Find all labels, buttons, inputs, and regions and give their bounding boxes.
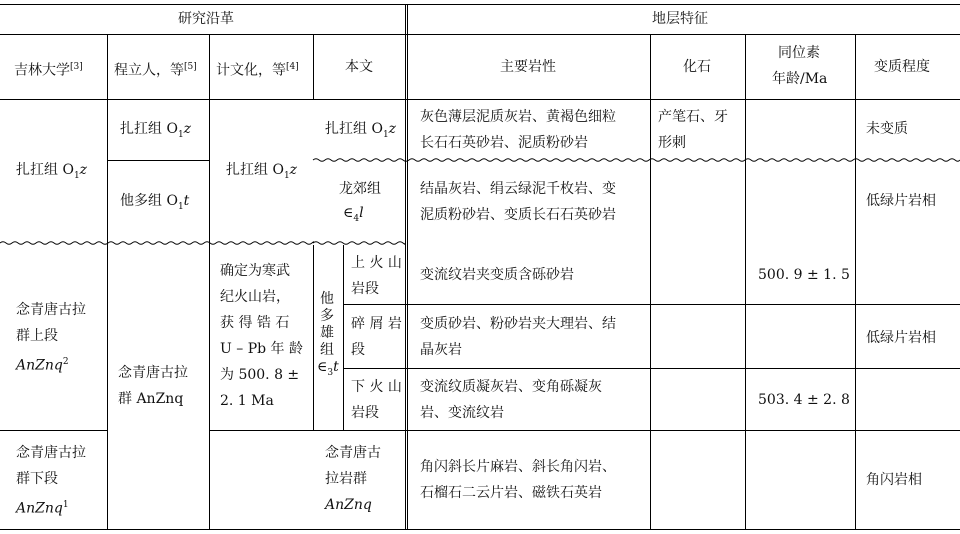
col-header-age-2: 年龄/Ma xyxy=(772,71,828,87)
taduoxiong-code: $\in_3t$ xyxy=(317,359,339,378)
taduoxiong-char: 组 xyxy=(320,342,334,358)
ji-note-6: 2. 1 Ma xyxy=(220,393,274,409)
col-header-meta: 变质程度 xyxy=(874,59,930,75)
meta-nianqing-lower: 角闪岩相 xyxy=(866,472,922,488)
lith-clastic-2: 晶灰岩 xyxy=(420,342,462,358)
jilin-zhahong: 扎扛组 $O_1z$ xyxy=(16,162,88,181)
jilin-nianqing-lower-2: 群下段 xyxy=(16,471,58,487)
jilin-nianqing-upper-2: 群上段 xyxy=(16,328,58,344)
lith-nianqing-lower-2: 石榴石二云片岩、磁铁石英岩 xyxy=(420,485,602,501)
taduoxiong-char: 他 xyxy=(320,291,334,307)
header-research-history: 研究沿革 xyxy=(178,11,234,27)
this-longjiao-2: $\in_4l$ xyxy=(343,205,364,224)
upper-volcanic-name-1: 上 火 山 xyxy=(351,255,402,271)
col-header-ji: 计文化，等[4] xyxy=(216,62,299,79)
cheng-zhahong: 扎扛组 $O_1z$ xyxy=(120,121,192,140)
lith-zhahong-2: 长石石英砂岩、泥质粉砂岩 xyxy=(420,135,588,151)
ji-zhahong: 扎扛组 $O_1z$ xyxy=(226,162,298,181)
jilin-nianqing-lower-1: 念青唐古拉 xyxy=(16,445,86,461)
lower-volcanic-name-2: 岩段 xyxy=(351,405,379,421)
cheng-nianqing-1: 念青唐古拉 xyxy=(118,365,188,381)
lower-volcanic-name-1: 下 火 山 xyxy=(351,379,402,395)
this-nianqing-lower-3: AnZnq xyxy=(325,497,372,513)
taduoxiong-char: 雄 xyxy=(320,325,334,341)
col-header-lithology: 主要岩性 xyxy=(500,59,556,75)
col-header-jilin: 吉林大学[3] xyxy=(14,62,83,79)
col-header-cheng: 程立人，等[5] xyxy=(114,62,197,79)
age-upper-volcanic: 500. 9 ± 1. 5 xyxy=(758,267,850,283)
meta-longjiao: 低绿片岩相 xyxy=(866,193,936,209)
taduoxiong-char: 多 xyxy=(320,308,334,324)
meta-zhahong: 未变质 xyxy=(866,121,908,137)
jilin-nianqing-upper-3: AnZnq$^2$ xyxy=(16,357,69,374)
lith-nianqing-lower-1: 角闪斜长片麻岩、斜长角闪岩、 xyxy=(420,459,616,475)
meta-clastic: 低绿片岩相 xyxy=(866,330,936,346)
this-nianqing-lower-2: 拉岩群 xyxy=(325,471,367,487)
jilin-nianqing-upper-1: 念青唐古拉 xyxy=(16,302,86,318)
header-strata-features: 地层特征 xyxy=(652,11,708,27)
upper-volcanic-name-2: 岩段 xyxy=(351,281,379,297)
lith-zhahong-1: 灰色薄层泥质灰岩、黄褐色细粒 xyxy=(420,109,616,125)
lith-lower-volcanic-2: 岩、变流纹岩 xyxy=(420,405,504,421)
ji-note-1: 确定为寒武 xyxy=(220,263,290,279)
ji-note-5: 为 500. 8 ± xyxy=(220,367,300,383)
this-nianqing-lower-1: 念青唐古 xyxy=(325,445,381,461)
jilin-nianqing-lower-3: AnZnq$^1$ xyxy=(16,500,69,517)
ji-note-3: 获 得 锆 石 xyxy=(220,315,290,331)
this-zhahong: 扎扛组 $O_1z$ xyxy=(325,121,397,140)
this-longjiao-1: 龙郊组 xyxy=(339,181,381,197)
cheng-taduo: 他多组 $O_1t$ xyxy=(120,193,190,212)
lith-longjiao-2: 泥质粉砂岩、变质长石石英砂岩 xyxy=(420,207,616,223)
fossil-zhahong-2: 形刺 xyxy=(658,135,686,151)
age-lower-volcanic: 503. 4 ± 2. 8 xyxy=(758,392,850,408)
cheng-nianqing-2: 群 AnZnq xyxy=(118,391,184,407)
lith-lower-volcanic-1: 变流纹质凝灰岩、变角砾凝灰 xyxy=(420,379,602,395)
clastic-name-2: 段 xyxy=(351,342,365,358)
col-header-age-1: 同位素 xyxy=(778,45,820,61)
col-header-fossil: 化石 xyxy=(683,59,711,75)
lith-upper-volcanic: 变流纹岩夹变质含砾砂岩 xyxy=(420,267,574,283)
ji-note-4: U – Pb 年 龄 xyxy=(220,341,303,357)
fossil-zhahong-1: 产笔石、牙 xyxy=(658,109,728,125)
col-header-this: 本文 xyxy=(345,59,373,75)
lith-clastic-1: 变质砂岩、粉砂岩夹大理岩、结 xyxy=(420,316,616,332)
lith-longjiao-1: 结晶灰岩、绢云绿泥千枚岩、变 xyxy=(420,181,616,197)
ji-note-2: 纪火山岩， xyxy=(220,289,290,305)
clastic-name-1: 碎 屑 岩 xyxy=(351,316,402,332)
